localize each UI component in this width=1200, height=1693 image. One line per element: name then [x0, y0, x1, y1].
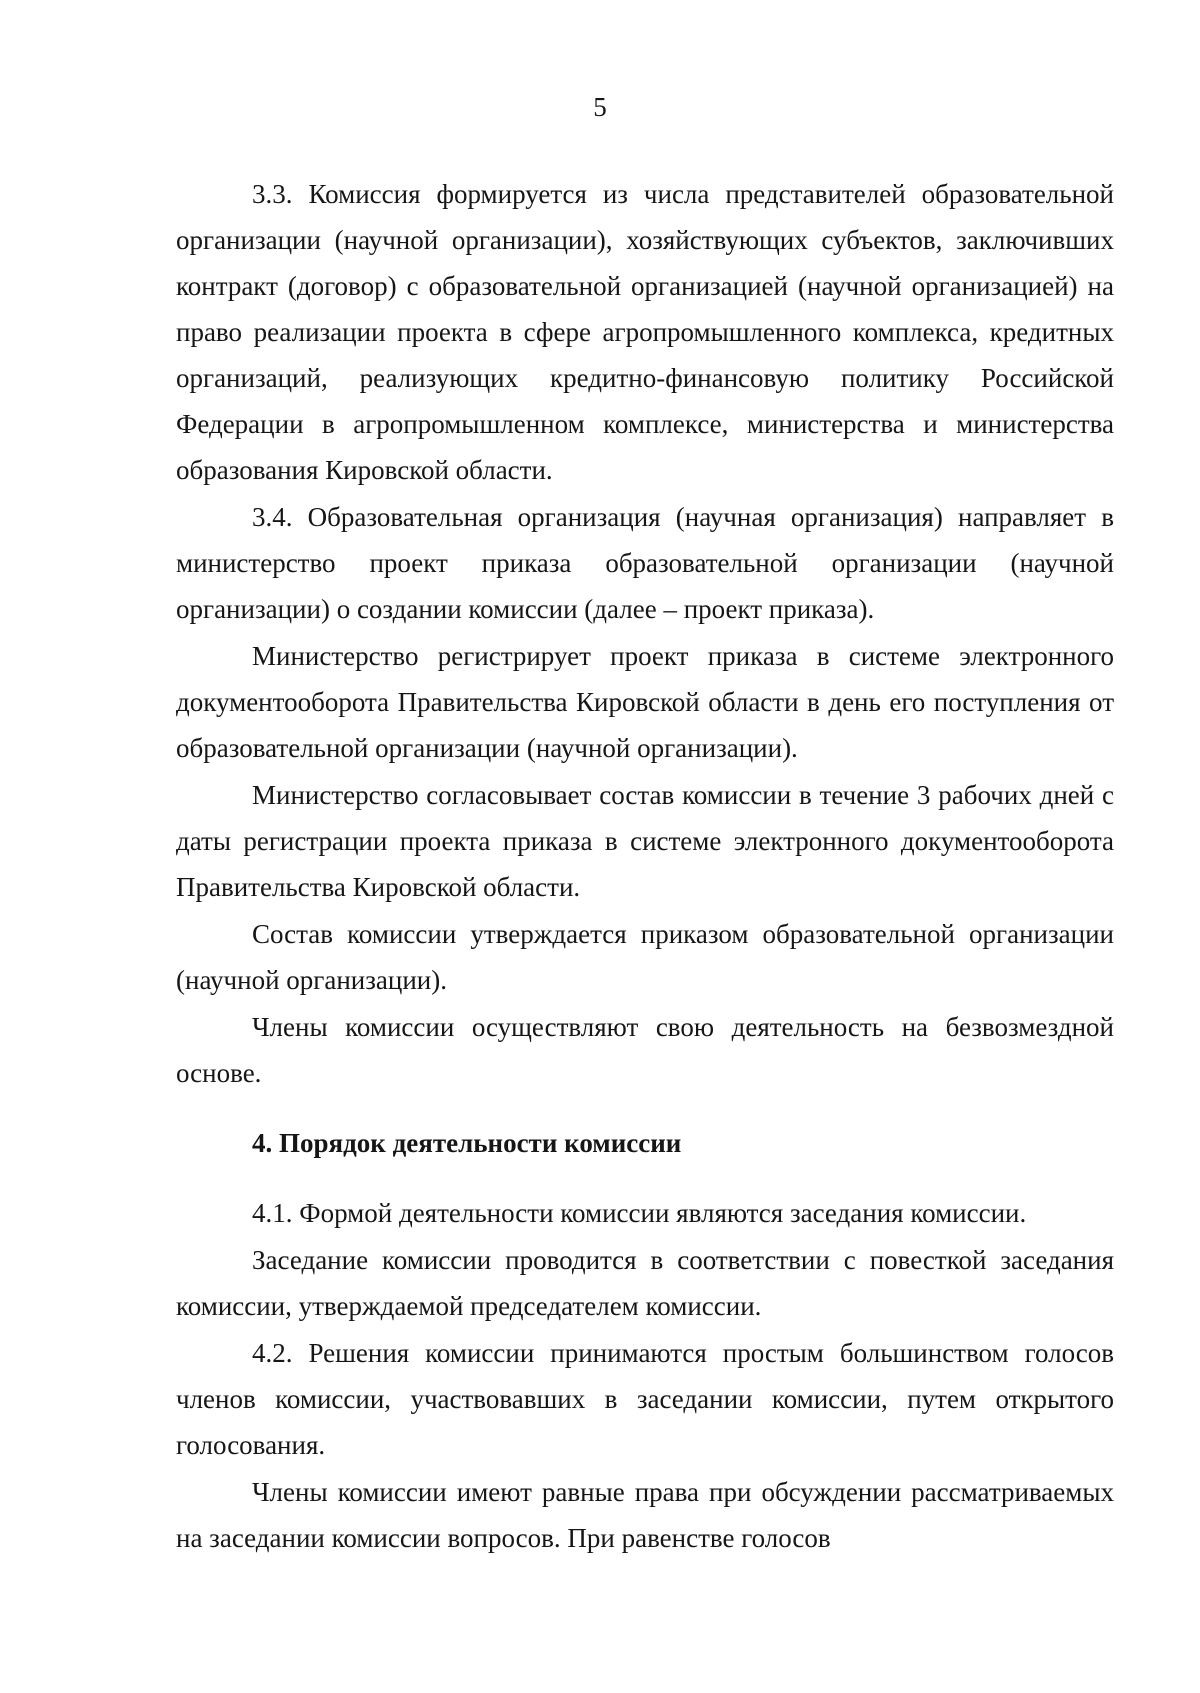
- paragraph-composition: Состав комиссии утверждается приказом образовательной организации (научной организации).: [176, 919, 1114, 995]
- document-body: [176, 171, 1114, 1561]
- paragraph-agenda: Заседание комиссии проводится в соответствии с повесткой заседания комиссии, утверждаемой председателем комиссии.: [176, 1245, 1114, 1321]
- paragraph-registration: Министерство регистрирует проект приказа в системе электронного документооборота Правительства Кировской области в день его поступления от образовательной организации (научной организации).: [176, 641, 1114, 763]
- page-number: 5: [593, 92, 607, 122]
- paragraph-3-3: 3.3. Комиссия формируется из числа представителей образовательной организации (научной организации), хозяйствующих субъектов, заключивших контракт (договор) с образовательной организацией (научной организацией) на право реализации проекта в сфере агропромышленного комплекса, кредитных организаций, реализующих кредитно-финансовую политику Российской Федерации в агропромышленном комплексе, министерства и министерства образования Кировской области.: [176, 179, 1114, 485]
- paragraph-3-4: 3.4. Образовательная организация (научная организация) направляет в министерство проект приказа образовательной организации (научной организации) о создании комиссии (далее – проект приказа).: [176, 502, 1114, 624]
- paragraph-approval-term: Министерство согласовывает состав комиссии в течение 3 рабочих дней с даты регистрации проекта приказа в системе электронного документооборота Правительства Кировской области.: [176, 780, 1114, 902]
- paragraph-4-2: 4.2. Решения комиссии принимаются простым большинством голосов членов комиссии, участвовавших в заседании комиссии, путем открытого голосования.: [176, 1338, 1114, 1460]
- paragraph-equal-rights: Члены комиссии имеют равные права при обсуждении рассматриваемых на заседании комиссии вопросов. При равенстве голосов: [176, 1477, 1114, 1553]
- paragraph-4-1: 4.1. Формой деятельности комиссии являются заседания комиссии.: [252, 1198, 1027, 1228]
- section-heading: 4. Порядок деятельности комиссии: [252, 1128, 682, 1158]
- paragraph-free-basis: Члены комиссии осуществляют свою деятельность на безвозмездной основе.: [176, 1012, 1114, 1088]
